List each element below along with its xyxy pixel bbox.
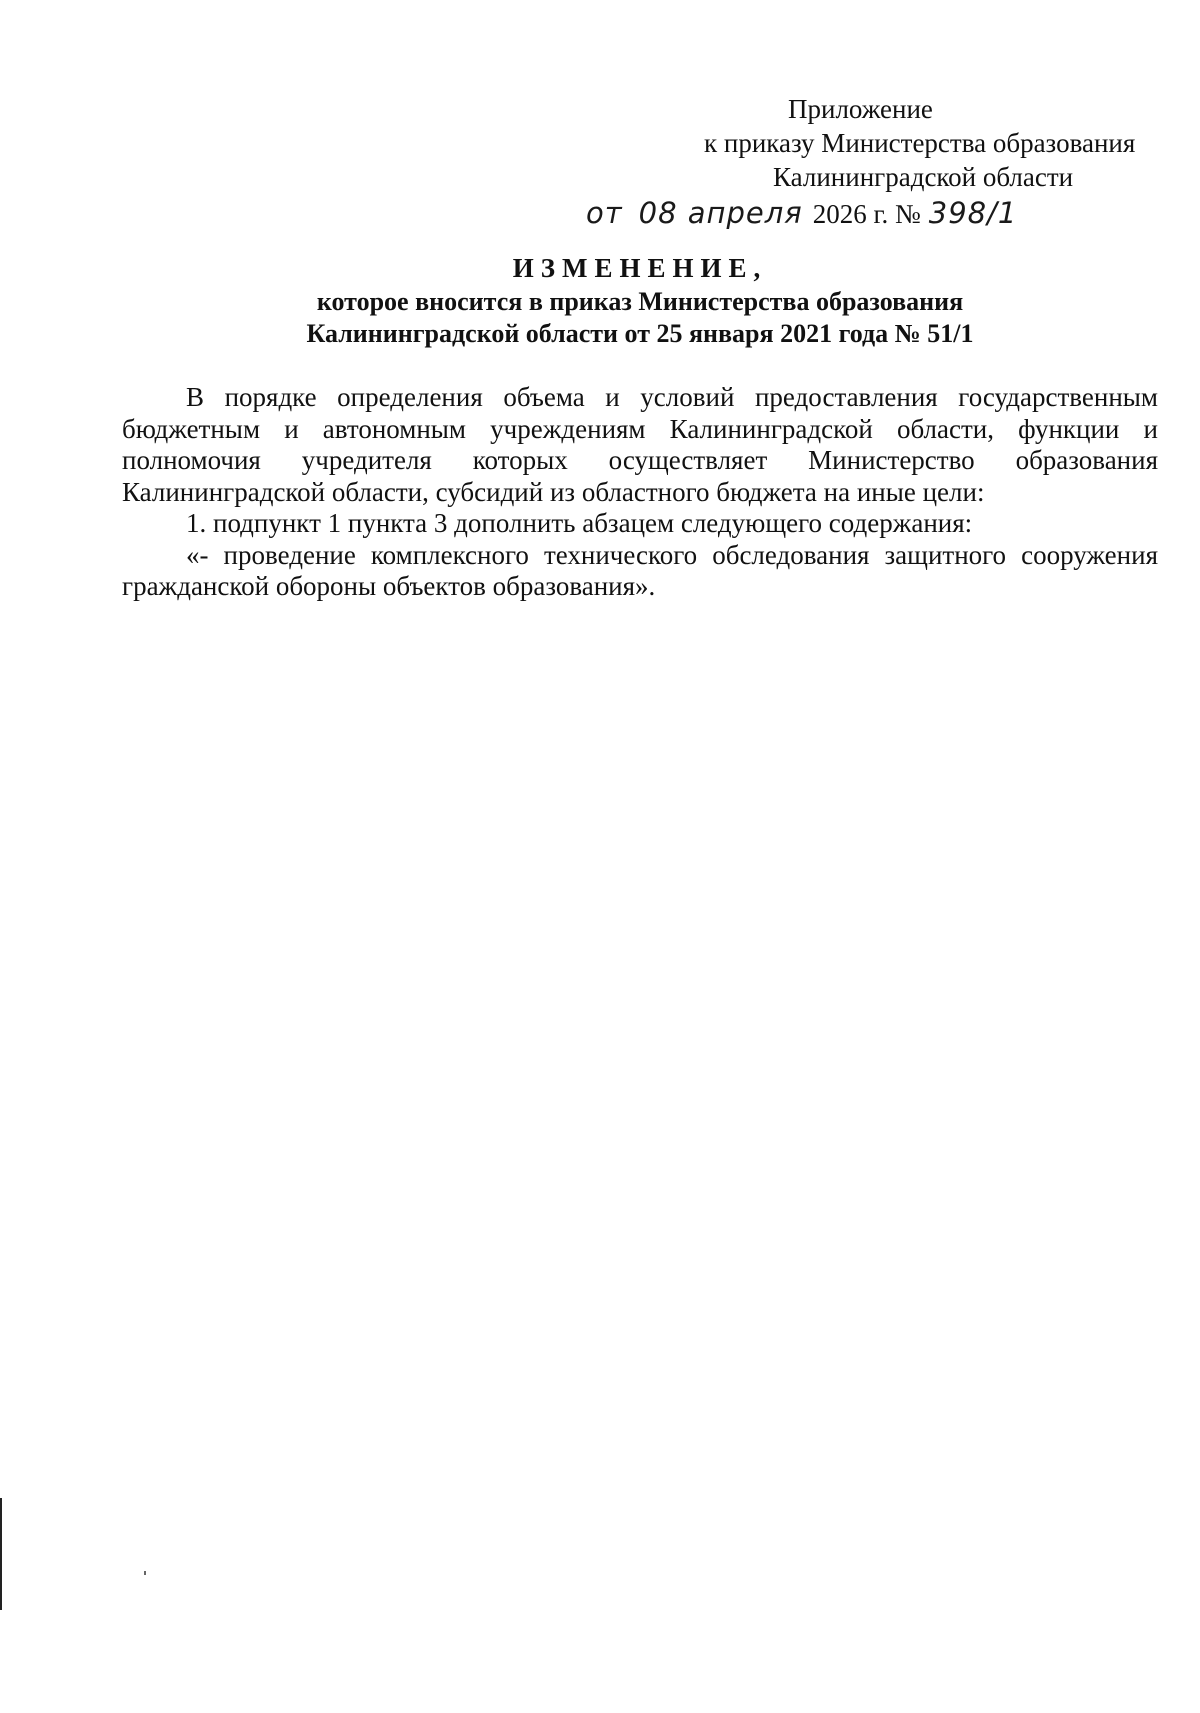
handwritten-date: 08 апреля xyxy=(638,196,803,230)
appendix-order-ref: к приказу Министерства образования xyxy=(704,128,1136,158)
document-body xyxy=(122,382,1158,603)
document-title xyxy=(120,252,1160,350)
body-paragraph-intro: В порядке определения объема и условий предоставления государственным бюджетным и автономным учреждениям Калининградской области, функции и полномочия учредителя которых осуществляет Министерство образования Калининградской области, субсидий из областного бюджета на иные цели: xyxy=(122,382,1158,507)
scan-edge-mark xyxy=(0,1498,2,1610)
body-paragraph-item-1: 1. подпункт 1 пункта 3 дополнить абзацем следующего содержания: xyxy=(186,508,973,538)
title-line-2: Калининградской области от 25 января 2021 года № 51/1 xyxy=(306,319,974,348)
title-heading: ИЗМЕНЕНИЕ, xyxy=(512,253,768,283)
handwritten-prefix: от xyxy=(586,196,623,230)
handwritten-order-number: 398/1 xyxy=(928,196,1018,230)
title-line-1: которое вносится в приказ Министерства образования xyxy=(316,287,964,316)
appendix-header xyxy=(586,92,1160,231)
scan-dust-mark xyxy=(144,1571,146,1575)
year-and-number-label: 2026 г. № xyxy=(812,199,921,229)
appendix-date-line xyxy=(586,196,1106,231)
appendix-title: Приложение xyxy=(788,94,933,124)
body-paragraph-quote: «- проведение комплексного технического обследования защитного сооружения гражданской обороны объектов образования». xyxy=(122,539,1158,601)
appendix-region: Калининградской области xyxy=(773,162,1074,192)
